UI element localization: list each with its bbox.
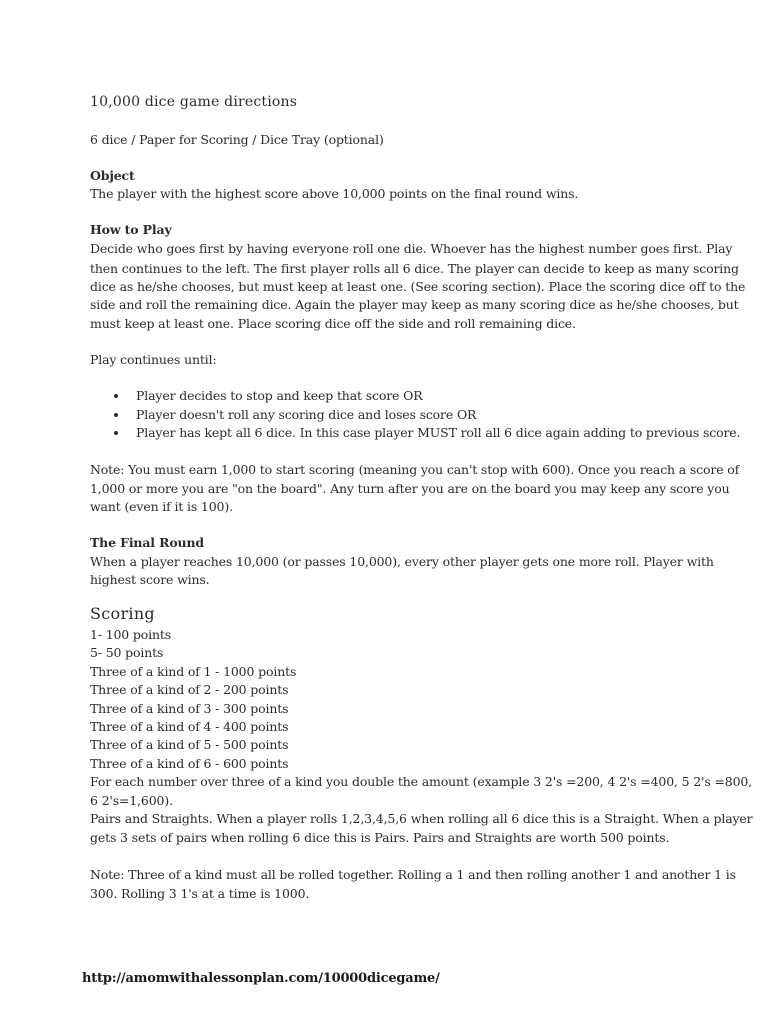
scoring-item: 5- 50 points [90,645,164,660]
footer-url-link[interactable]: http://amomwithalessonplan.com/10000dicegame/ [82,971,440,986]
scoring-item: Three of a kind of 4 - 400 points [90,719,289,734]
scoring-heading: Scoring [90,604,155,623]
double-rule-line: 6 2's=1,600). [90,793,173,808]
start-scoring-note-line: 1,000 or more you are "on the board". Any turn after you are on the board you may keep any score you [90,481,730,496]
start-scoring-note-line: want (even if it is 100). [90,499,233,514]
bullet-dot [114,394,118,398]
list-item-text: Player decides to stop and keep that score OR [136,388,423,403]
pairs-straights-line: gets 3 sets of pairs when rolling 6 dice this is Pairs. Pairs and Straights are worth 500 points. [90,830,670,845]
bullet-dot [114,431,118,435]
bullet-dot [114,413,118,417]
how-to-play-heading: How to Play [90,222,172,237]
supplies-line: 6 dice / Paper for Scoring / Dice Tray (optional) [90,132,384,147]
three-of-kind-note-line: 300. Rolling 3 1's at a time is 1000. [90,886,310,901]
page-title: 10,000 dice game directions [90,94,298,110]
scoring-item: Three of a kind of 6 - 600 points [90,756,289,771]
how-to-play-line: then continues to the left. The first player rolls all 6 dice. The player can decide to keep as many scoring [90,261,739,276]
final-round-heading: The Final Round [90,535,204,550]
pairs-straights-line: Pairs and Straights. When a player rolls 1,2,3,4,5,6 when rolling all 6 dice this is a Straight. When a player [90,811,753,826]
list-item [90,424,741,442]
list-item [90,387,690,405]
list-item-text: Player has kept all 6 dice. In this case player MUST roll all 6 dice again adding to previous score. [136,425,741,440]
how-to-play-line: side and roll the remaining dice. Again the player may keep as many scoring dice as he/she chooses, but [90,297,739,312]
double-rule-line: For each number over three of a kind you double the amount (example 3 2's =200, 4 2's =400, 5 2's =800, [90,774,752,789]
final-round-line: highest score wins. [90,572,210,587]
final-round-line: When a player reaches 10,000 (or passes 10,000), every other player gets one more roll. Player with [90,554,714,569]
scoring-item: Three of a kind of 2 - 200 points [90,682,289,697]
scoring-item: 1- 100 points [90,627,172,642]
list-item [90,406,690,424]
object-heading: Object [90,168,135,183]
three-of-kind-note-line: Note: Three of a kind must all be rolled together. Rolling a 1 and then rolling another 1 and another 1 is [90,867,736,882]
scoring-item: Three of a kind of 5 - 500 points [90,737,289,752]
how-to-play-line: must keep at least one. Place scoring dice off the side and roll remaining dice. [90,316,576,331]
how-to-play-line: dice as he/she chooses, but must keep at least one. (See scoring section). Place the scoring dice off to the [90,279,746,294]
start-scoring-note-line: Note: You must earn 1,000 to start scoring (meaning you can't stop with 600). Once you reach a score of [90,462,740,477]
object-text: The player with the highest score above 10,000 points on the final round wins. [90,186,579,201]
how-to-play-line: Decide who goes first by having everyone roll one die. Whoever has the highest number goes first. Play [90,241,733,256]
play-continues-line: Play continues until: [90,352,217,367]
scoring-item: Three of a kind of 3 - 300 points [90,701,289,716]
list-item-text: Player doesn't roll any scoring dice and loses score OR [136,407,477,422]
scoring-item: Three of a kind of 1 - 1000 points [90,664,297,679]
